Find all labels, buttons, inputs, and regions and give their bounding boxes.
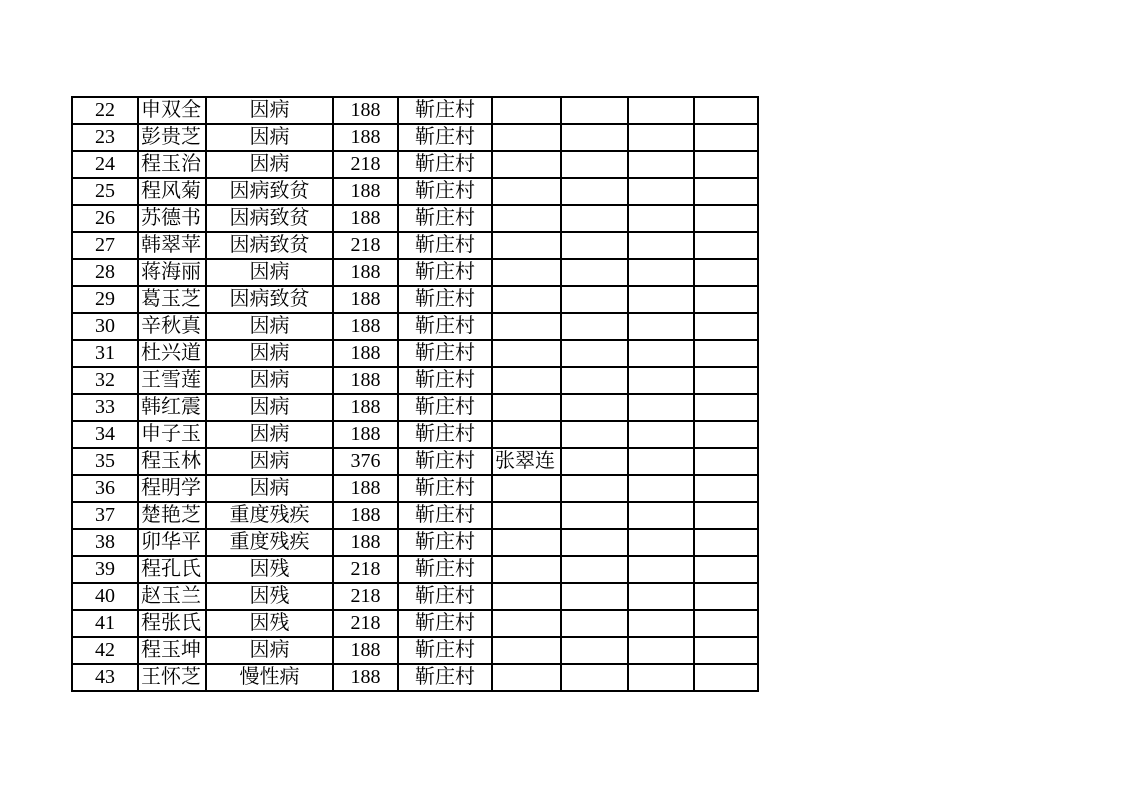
- amount-cell: 188: [333, 286, 398, 313]
- note-cell: [492, 151, 561, 178]
- name-cell: 程风菊: [138, 178, 206, 205]
- blank-1-cell: [561, 232, 628, 259]
- reason-cell: 因病: [206, 394, 333, 421]
- row-number-cell: 34: [72, 421, 138, 448]
- name-cell: 程张氏: [138, 610, 206, 637]
- reason-cell: 因病: [206, 637, 333, 664]
- blank-2-cell: [628, 340, 694, 367]
- blank-3-cell: [694, 664, 758, 691]
- table-row: [72, 178, 758, 205]
- blank-2-cell: [628, 583, 694, 610]
- amount-cell: 188: [333, 178, 398, 205]
- reason-cell: 因残: [206, 610, 333, 637]
- name-cell: 程明学: [138, 475, 206, 502]
- note-cell: [492, 637, 561, 664]
- name-cell: 程玉林: [138, 448, 206, 475]
- roster-table-body: [72, 97, 758, 691]
- name-cell: 苏德书: [138, 205, 206, 232]
- name-cell: 辛秋真: [138, 313, 206, 340]
- village-cell: 靳庄村: [398, 205, 492, 232]
- table-row: [72, 205, 758, 232]
- note-cell: [492, 205, 561, 232]
- note-cell: [492, 475, 561, 502]
- table-row: [72, 502, 758, 529]
- note-cell: [492, 502, 561, 529]
- blank-1-cell: [561, 205, 628, 232]
- blank-2-cell: [628, 178, 694, 205]
- table-row: [72, 232, 758, 259]
- village-cell: 靳庄村: [398, 340, 492, 367]
- blank-2-cell: [628, 610, 694, 637]
- blank-3-cell: [694, 610, 758, 637]
- blank-3-cell: [694, 529, 758, 556]
- reason-cell: 慢性病: [206, 664, 333, 691]
- note-cell: 张翠连: [492, 448, 561, 475]
- amount-cell: 188: [333, 259, 398, 286]
- blank-2-cell: [628, 205, 694, 232]
- reason-cell: 因病: [206, 97, 333, 124]
- row-number-cell: 42: [72, 637, 138, 664]
- amount-cell: 188: [333, 367, 398, 394]
- note-cell: [492, 259, 561, 286]
- blank-1-cell: [561, 664, 628, 691]
- name-cell: 楚艳芝: [138, 502, 206, 529]
- blank-3-cell: [694, 556, 758, 583]
- row-number-cell: 32: [72, 367, 138, 394]
- amount-cell: 188: [333, 502, 398, 529]
- village-cell: 靳庄村: [398, 151, 492, 178]
- table-row: [72, 97, 758, 124]
- blank-2-cell: [628, 259, 694, 286]
- blank-3-cell: [694, 178, 758, 205]
- blank-1-cell: [561, 313, 628, 340]
- amount-cell: 188: [333, 313, 398, 340]
- village-cell: 靳庄村: [398, 286, 492, 313]
- amount-cell: 218: [333, 556, 398, 583]
- village-cell: 靳庄村: [398, 583, 492, 610]
- blank-3-cell: [694, 394, 758, 421]
- table-row: [72, 340, 758, 367]
- note-cell: [492, 394, 561, 421]
- blank-1-cell: [561, 286, 628, 313]
- village-cell: 靳庄村: [398, 556, 492, 583]
- table-row: [72, 259, 758, 286]
- blank-1-cell: [561, 556, 628, 583]
- blank-3-cell: [694, 475, 758, 502]
- name-cell: 程孔氏: [138, 556, 206, 583]
- row-number-cell: 29: [72, 286, 138, 313]
- blank-1-cell: [561, 475, 628, 502]
- village-cell: 靳庄村: [398, 394, 492, 421]
- blank-2-cell: [628, 448, 694, 475]
- blank-1-cell: [561, 610, 628, 637]
- amount-cell: 188: [333, 421, 398, 448]
- village-cell: 靳庄村: [398, 421, 492, 448]
- village-cell: 靳庄村: [398, 664, 492, 691]
- row-number-cell: 25: [72, 178, 138, 205]
- name-cell: 赵玉兰: [138, 583, 206, 610]
- reason-cell: 因病致贫: [206, 205, 333, 232]
- blank-3-cell: [694, 313, 758, 340]
- reason-cell: 因病: [206, 367, 333, 394]
- reason-cell: 因病: [206, 475, 333, 502]
- village-cell: 靳庄村: [398, 259, 492, 286]
- row-number-cell: 37: [72, 502, 138, 529]
- blank-2-cell: [628, 529, 694, 556]
- reason-cell: 因残: [206, 556, 333, 583]
- name-cell: 葛玉芝: [138, 286, 206, 313]
- village-cell: 靳庄村: [398, 529, 492, 556]
- reason-cell: 因病致贫: [206, 232, 333, 259]
- blank-3-cell: [694, 205, 758, 232]
- row-number-cell: 36: [72, 475, 138, 502]
- table-row: [72, 421, 758, 448]
- table-row: [72, 475, 758, 502]
- blank-3-cell: [694, 340, 758, 367]
- blank-2-cell: [628, 124, 694, 151]
- blank-2-cell: [628, 97, 694, 124]
- table-row: [72, 367, 758, 394]
- blank-1-cell: [561, 637, 628, 664]
- village-cell: 靳庄村: [398, 475, 492, 502]
- note-cell: [492, 556, 561, 583]
- name-cell: 彭贵芝: [138, 124, 206, 151]
- blank-1-cell: [561, 367, 628, 394]
- table-row: [72, 151, 758, 178]
- note-cell: [492, 97, 561, 124]
- table-row: [72, 448, 758, 475]
- table-row: [72, 529, 758, 556]
- blank-2-cell: [628, 475, 694, 502]
- row-number-cell: 40: [72, 583, 138, 610]
- note-cell: [492, 610, 561, 637]
- village-cell: 靳庄村: [398, 610, 492, 637]
- row-number-cell: 26: [72, 205, 138, 232]
- blank-3-cell: [694, 637, 758, 664]
- row-number-cell: 43: [72, 664, 138, 691]
- blank-2-cell: [628, 421, 694, 448]
- amount-cell: 218: [333, 583, 398, 610]
- blank-2-cell: [628, 502, 694, 529]
- amount-cell: 188: [333, 340, 398, 367]
- note-cell: [492, 232, 561, 259]
- village-cell: 靳庄村: [398, 232, 492, 259]
- reason-cell: 因病: [206, 151, 333, 178]
- amount-cell: 218: [333, 610, 398, 637]
- blank-3-cell: [694, 502, 758, 529]
- row-number-cell: 39: [72, 556, 138, 583]
- name-cell: 程玉治: [138, 151, 206, 178]
- amount-cell: 188: [333, 529, 398, 556]
- row-number-cell: 22: [72, 97, 138, 124]
- row-number-cell: 30: [72, 313, 138, 340]
- reason-cell: 因病致贫: [206, 178, 333, 205]
- blank-2-cell: [628, 313, 694, 340]
- table-row: [72, 664, 758, 691]
- note-cell: [492, 583, 561, 610]
- amount-cell: 188: [333, 124, 398, 151]
- note-cell: [492, 664, 561, 691]
- reason-cell: 因病: [206, 313, 333, 340]
- reason-cell: 因病: [206, 340, 333, 367]
- blank-1-cell: [561, 394, 628, 421]
- note-cell: [492, 124, 561, 151]
- row-number-cell: 33: [72, 394, 138, 421]
- blank-3-cell: [694, 232, 758, 259]
- blank-1-cell: [561, 583, 628, 610]
- blank-1-cell: [561, 151, 628, 178]
- name-cell: 韩翠苹: [138, 232, 206, 259]
- amount-cell: 188: [333, 637, 398, 664]
- table-row: [72, 394, 758, 421]
- row-number-cell: 24: [72, 151, 138, 178]
- row-number-cell: 23: [72, 124, 138, 151]
- village-cell: 靳庄村: [398, 448, 492, 475]
- amount-cell: 188: [333, 205, 398, 232]
- village-cell: 靳庄村: [398, 313, 492, 340]
- row-number-cell: 28: [72, 259, 138, 286]
- amount-cell: 376: [333, 448, 398, 475]
- blank-1-cell: [561, 124, 628, 151]
- row-number-cell: 35: [72, 448, 138, 475]
- name-cell: 王怀芝: [138, 664, 206, 691]
- blank-3-cell: [694, 259, 758, 286]
- amount-cell: 188: [333, 664, 398, 691]
- village-cell: 靳庄村: [398, 367, 492, 394]
- row-number-cell: 27: [72, 232, 138, 259]
- name-cell: 程玉坤: [138, 637, 206, 664]
- amount-cell: 218: [333, 151, 398, 178]
- name-cell: 王雪莲: [138, 367, 206, 394]
- reason-cell: 因病致贫: [206, 286, 333, 313]
- name-cell: 卯华平: [138, 529, 206, 556]
- reason-cell: 因病: [206, 259, 333, 286]
- blank-2-cell: [628, 637, 694, 664]
- reason-cell: 重度残疾: [206, 502, 333, 529]
- amount-cell: 188: [333, 97, 398, 124]
- note-cell: [492, 178, 561, 205]
- blank-2-cell: [628, 286, 694, 313]
- blank-3-cell: [694, 124, 758, 151]
- table-row: [72, 286, 758, 313]
- reason-cell: 因病: [206, 421, 333, 448]
- reason-cell: 因病: [206, 448, 333, 475]
- blank-2-cell: [628, 367, 694, 394]
- amount-cell: 218: [333, 232, 398, 259]
- blank-1-cell: [561, 421, 628, 448]
- blank-3-cell: [694, 151, 758, 178]
- name-cell: 申双全: [138, 97, 206, 124]
- village-cell: 靳庄村: [398, 502, 492, 529]
- table-row: [72, 583, 758, 610]
- blank-2-cell: [628, 151, 694, 178]
- note-cell: [492, 340, 561, 367]
- table-row: [72, 637, 758, 664]
- village-cell: 靳庄村: [398, 97, 492, 124]
- note-cell: [492, 313, 561, 340]
- village-cell: 靳庄村: [398, 124, 492, 151]
- table-row: [72, 124, 758, 151]
- note-cell: [492, 421, 561, 448]
- blank-1-cell: [561, 502, 628, 529]
- blank-2-cell: [628, 664, 694, 691]
- blank-1-cell: [561, 178, 628, 205]
- row-number-cell: 38: [72, 529, 138, 556]
- table-row: [72, 313, 758, 340]
- table-row: [72, 556, 758, 583]
- name-cell: 申子玉: [138, 421, 206, 448]
- village-cell: 靳庄村: [398, 637, 492, 664]
- blank-3-cell: [694, 367, 758, 394]
- blank-3-cell: [694, 97, 758, 124]
- blank-2-cell: [628, 232, 694, 259]
- note-cell: [492, 286, 561, 313]
- assistance-roster-table: [71, 96, 759, 692]
- name-cell: 杜兴道: [138, 340, 206, 367]
- name-cell: 蒋海丽: [138, 259, 206, 286]
- reason-cell: 因残: [206, 583, 333, 610]
- blank-2-cell: [628, 394, 694, 421]
- blank-2-cell: [628, 556, 694, 583]
- row-number-cell: 41: [72, 610, 138, 637]
- table-row: [72, 610, 758, 637]
- blank-1-cell: [561, 448, 628, 475]
- note-cell: [492, 529, 561, 556]
- blank-1-cell: [561, 97, 628, 124]
- amount-cell: 188: [333, 475, 398, 502]
- reason-cell: 因病: [206, 124, 333, 151]
- blank-1-cell: [561, 259, 628, 286]
- blank-3-cell: [694, 448, 758, 475]
- name-cell: 韩红震: [138, 394, 206, 421]
- village-cell: 靳庄村: [398, 178, 492, 205]
- row-number-cell: 31: [72, 340, 138, 367]
- note-cell: [492, 367, 561, 394]
- blank-3-cell: [694, 286, 758, 313]
- reason-cell: 重度残疾: [206, 529, 333, 556]
- amount-cell: 188: [333, 394, 398, 421]
- blank-3-cell: [694, 583, 758, 610]
- blank-1-cell: [561, 529, 628, 556]
- blank-1-cell: [561, 340, 628, 367]
- blank-3-cell: [694, 421, 758, 448]
